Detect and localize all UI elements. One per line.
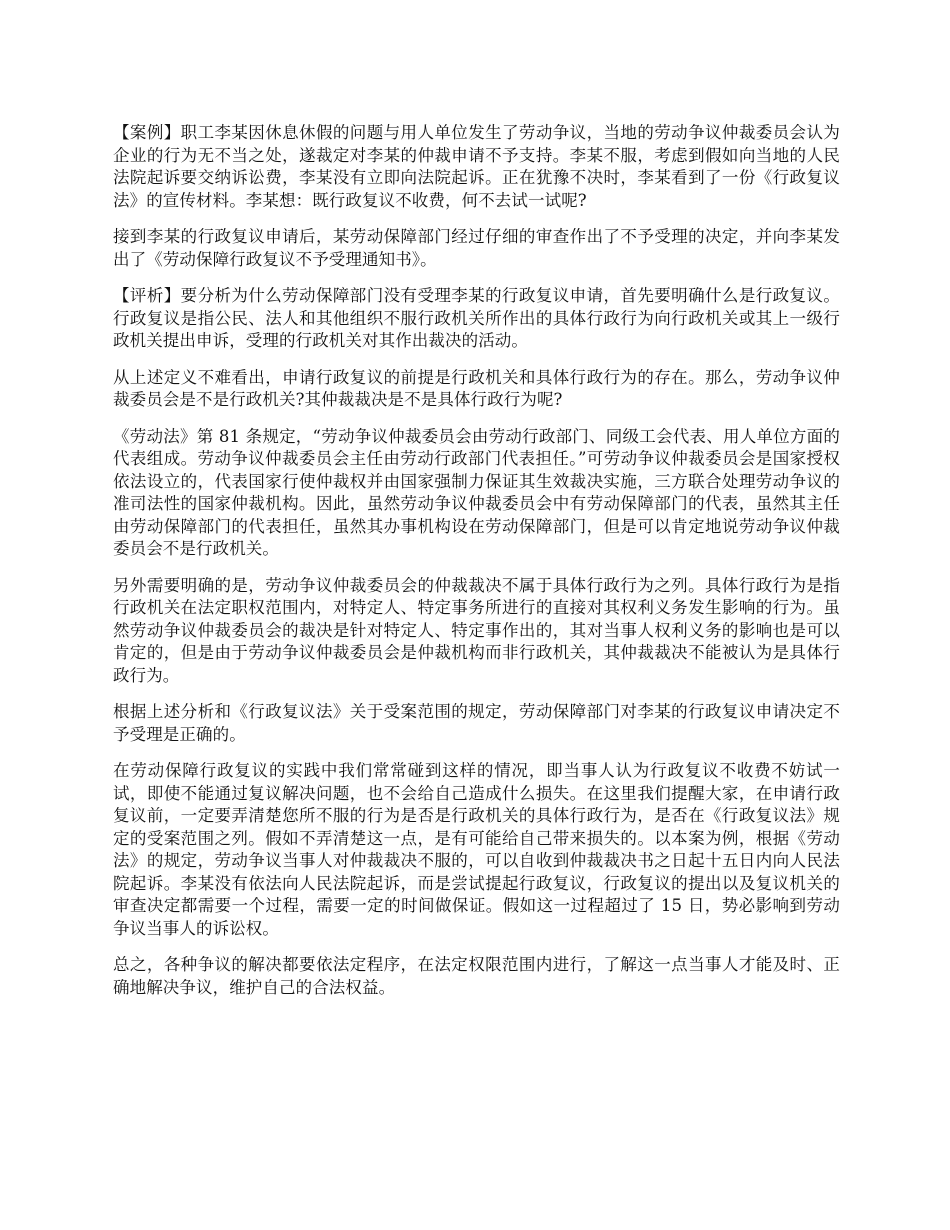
document-body xyxy=(113,122,840,1013)
summary-paragraph: 总之，各种争议的解决都要依法定程序，在法定权限范围内进行，了解这一点当事人才能及时、正确地解决争议，维护自己的合法权益。 xyxy=(113,955,840,997)
conclusion-paragraph: 根据上述分析和《行政复议法》关于受案范围的规定，劳动保障部门对李某的行政复议申请决定不予受理是正确的。 xyxy=(113,702,840,744)
case-paragraph: 【案例】职工李某因休息休假的问题与用人单位发生了劳动争议，当地的劳动争议仲裁委员会认为企业的行为无不当之处，遂裁定对李某的仲裁申请不予支持。李某不服，考虑到假如向当地的人民法院起诉要交纳诉讼费，李某没有立即向法院起诉。正在犹豫不决时，李某看到了一份《行政复议法》的宣传材料。李某想：既行政复议不收费，何不去试一试呢? xyxy=(113,123,840,210)
analysis-paragraph: 【评析】要分析为什么劳动保障部门没有受理李某的行政复议申请，首先要明确什么是行政复议。行政复议是指公民、法人和其他组织不服行政机关所作出的具体行政行为向行政机关或其上一级行政机关提出申诉，受理的行政机关对其作出裁决的活动。 xyxy=(113,286,840,350)
administrative-act-paragraph: 另外需要明确的是，劳动争议仲裁委员会的仲裁裁决不属于具体行政行为之列。具体行政行为是指行政机关在法定职权范围内，对特定人、特定事务所进行的直接对其权利义务发生影响的行为。虽然劳动争议仲裁委员会的裁决是针对特定人、特定事作出的，其对当事人权利义务的影响也是可以肯定的，但是由于劳动争议仲裁委员会是仲裁机构而非行政机关，其仲裁裁决不能被认为是具体行政行为。 xyxy=(113,575,840,685)
labor-law-paragraph: 《劳动法》第 81 条规定，“劳动争议仲裁委员会由劳动行政部门、同级工会代表、用人单位方面的代表组成。劳动争议仲裁委员会主任由劳动行政部门代表担任。”可劳动争议仲裁委员会是国家授权依法设立的，代表国家行使仲裁权并由国家强制力保证其生效裁决实施，三方联合处理劳动争议的准司法性的国家仲裁机构。因此，虽然劳动争议仲裁委员会中有劳动保障部门的代表，虽然其主任由劳动保障部门的代表担任，虽然其办事机构设在劳动保障部门，但是可以肯定地说劳动争议仲裁委员会不是行政机关。 xyxy=(113,426,840,558)
rejection-paragraph: 接到李某的行政复议申请后，某劳动保障部门经过仔细的审查作出了不予受理的决定，并向李某发出了《劳动保障行政复议不予受理通知书》。 xyxy=(113,227,840,269)
practice-paragraph: 在劳动保障行政复议的实践中我们常常碰到这样的情况，即当事人认为行政复议不收费不妨试一试，即使不能通过复议解决问题，也不会给自己造成什么损失。在这里我们提醒大家，在申请行政复议前，一定要弄清楚您所不服的行为是否是行政机关的具体行政行为，是否在《行政复议法》规定的受案范围之列。假如不弄清楚这一点，是有可能给自己带来损失的。以本案为例，根据《劳动法》的规定，劳动争议当事人对仲裁裁决不服的，可以自收到仲裁裁决书之日起十五日内向人民法院起诉。李某没有依法向人民法院起诉，而是尝试提起行政复议，行政复议的提出以及复议机关的审查决定都需要一个过程，需要一定的时间做保证。假如这一过程超过了 15 日，势必影响到劳动争议当事人的诉讼权。 xyxy=(113,761,840,938)
definition-paragraph: 从上述定义不难看出，申请行政复议的前提是行政机关和具体行政行为的存在。那么，劳动争议仲裁委员会是不是行政机关?其仲裁裁决是不是具体行政行为呢? xyxy=(113,367,840,409)
